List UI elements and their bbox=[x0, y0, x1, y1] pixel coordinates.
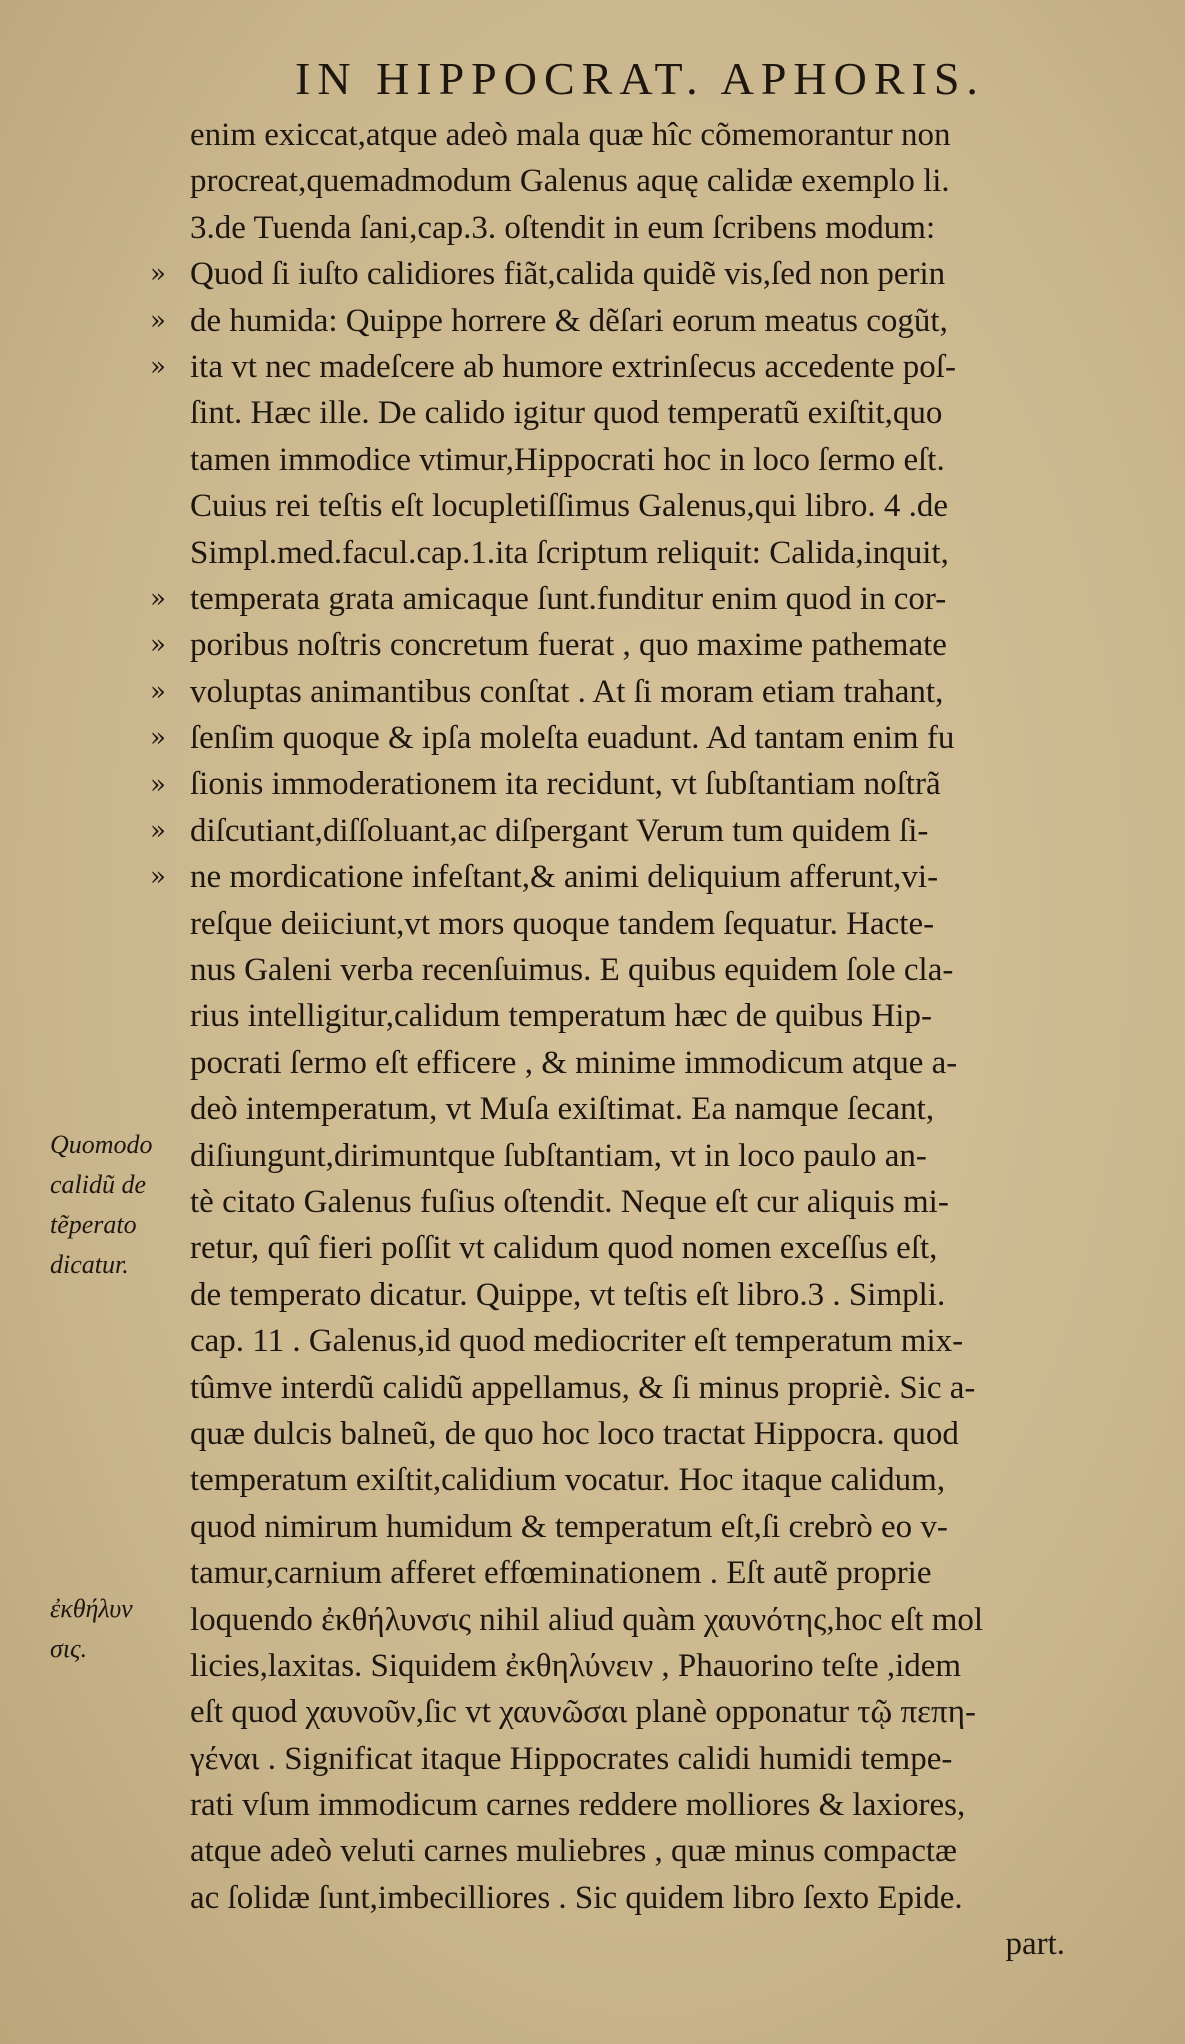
text-line: Quod ſi iuſto calidiores fiãt,calida quidẽ vis,ſed non perin bbox=[190, 256, 946, 293]
text-line: eſt quod χαυνοῦν,ſic vt χαυνῶσαι planè opponatur τῷ πεπη- bbox=[190, 1694, 976, 1731]
quotation-mark: » bbox=[150, 305, 166, 336]
text-line: procreat,quemadmodum Galenus aquę calidæ exemplo li. bbox=[190, 163, 950, 200]
text-line: licies,laxitas. Siquidem ἐκθηλύνειν , Phauorino teſte ,idem bbox=[190, 1647, 962, 1684]
text-line: Simpl.med.facul.cap.1.ita ſcriptum reliquit: Calida,inquit, bbox=[190, 534, 949, 571]
text-line: rius intelligitur,calidum temperatum hæc de quibus Hip- bbox=[190, 998, 932, 1035]
text-line: de temperato dicatur. Quippe, vt teſtis eſt libro.3 . Simpli. bbox=[190, 1276, 946, 1313]
quotation-mark: » bbox=[150, 723, 166, 754]
marginal-note-line: dicatur. bbox=[50, 1249, 129, 1279]
quotation-mark: » bbox=[150, 584, 166, 614]
text-line: retur, quî fieri poſſit vt calidum quod nomen exceſſus eſt, bbox=[190, 1230, 938, 1267]
text-line: tamen immodice vtimur,Hippocrati hoc in loco ſermo eſt. bbox=[190, 441, 945, 478]
text-line: nus Galeni verba recenſuimus. E quibus equidem ſole cla- bbox=[190, 952, 954, 989]
text-line: ſenſim quoque & ipſa moleſta euadunt. Ad tantam enim fu bbox=[190, 720, 955, 757]
text-line: pocrati ſermo eſt efficere , & minime immodicum atque a- bbox=[190, 1044, 958, 1081]
text-line: poribus noſtris concretum fuerat , quo maxime pathemate bbox=[190, 627, 947, 664]
text-line: voluptas animantibus conſtat . At ſi moram etiam trahant, bbox=[190, 673, 944, 710]
text-line: cap. 11 . Galenus,id quod mediocriter eſt temperatum mix- bbox=[190, 1323, 964, 1360]
quotation-mark: » bbox=[150, 816, 166, 846]
text-line: tûmve interdũ calidũ appellamus, & ſi minus propriè. Sic a- bbox=[190, 1369, 976, 1406]
text-line: ne mordicatione infeſtant,& animi deliquium afferunt,vi- bbox=[190, 859, 939, 896]
text-line: deò intemperatum, vt Muſa exiſtimat. Ea namque ſecant, bbox=[190, 1091, 935, 1128]
quotation-mark: » bbox=[150, 676, 166, 707]
main-text-column bbox=[190, 112, 1140, 1968]
text-line: diſcutiant,diſſoluant,ac diſpergant Verum tum quidem ſi- bbox=[190, 812, 929, 849]
quotation-mark: » bbox=[150, 259, 166, 290]
text-line: part. bbox=[1005, 1926, 1065, 1963]
text-line: temperata grata amicaque ſunt.funditur enim quod in cor- bbox=[190, 580, 947, 617]
marginal-note bbox=[50, 1589, 133, 1669]
text-line: 3.de Tuenda ſani,cap.3. oſtendit in eum ſcribens modum: bbox=[190, 209, 936, 246]
quotation-mark: » bbox=[150, 862, 166, 893]
text-line: γέναι . Significat itaque Hippocrates calidi humidi tempe- bbox=[190, 1740, 953, 1777]
text-line: Cuius rei teſtis eſt locupletiſſimus Galenus,qui libro. 4 .de bbox=[190, 488, 948, 525]
quotation-mark: » bbox=[150, 630, 166, 661]
text-line: atque adeò veluti carnes muliebres , quæ minus compactæ bbox=[190, 1833, 958, 1870]
text-line: ſint. Hæc ille. De calido igitur quod temperatũ exiſtit,quo bbox=[190, 395, 943, 432]
text-line: enim exiccat,atque adeò mala quæ hîc cõmemorantur non bbox=[190, 117, 951, 153]
text-line: reſque deiiciunt,vt mors quoque tandem ſequatur. Hacte- bbox=[190, 905, 935, 942]
text-line: tamur,carnium afferet effœminationem . Eſt autẽ proprie bbox=[190, 1555, 932, 1592]
text-line: tè citato Galenus fuſius oſtendit. Neque eſt cur aliquis mi- bbox=[190, 1183, 949, 1220]
text-line: quæ dulcis balneũ, de quo hoc loco tractat Hippocra. quod bbox=[190, 1415, 959, 1452]
marginal-note-line: calidũ de bbox=[50, 1169, 147, 1199]
text-line: quod nimirum humidum & temperatum eſt,ſi crebrò eo v- bbox=[190, 1508, 948, 1545]
quotation-mark: » bbox=[150, 352, 166, 382]
text-line: diſiungunt,dirimuntque ſubſtantiam, vt in loco paulo an- bbox=[190, 1137, 927, 1174]
text-line: ita vt nec madeſcere ab humore extrinſecus accedente poſ- bbox=[190, 348, 956, 385]
text-line: ac ſolidæ ſunt,imbecilliores . Sic quidem libro ſexto Epide. bbox=[190, 1879, 963, 1916]
text-line: rati vſum immodicum carnes reddere molliores & laxiores, bbox=[190, 1787, 966, 1824]
marginal-note-line: tẽperato bbox=[50, 1209, 137, 1239]
text-line: temperatum exiſtit,calidium vocatur. Hoc itaque calidum, bbox=[190, 1462, 946, 1499]
marginal-note bbox=[50, 1125, 153, 1285]
quotation-mark: » bbox=[150, 769, 166, 800]
running-header: IN HIPPOCRAT. APHORIS. bbox=[295, 53, 985, 104]
text-line: ſionis immoderationem ita recidunt, vt ſubſtantiam noſtrã bbox=[190, 766, 941, 803]
text-line: loquendo ἐκθήλυνσις nihil aliud quàm χαυνότης,hoc eſt mol bbox=[190, 1601, 984, 1638]
marginal-note-line: ἐκθήλυν bbox=[50, 1593, 133, 1623]
text-line: de humida: Quippe horrere & dẽſari eorum meatus cogũt, bbox=[190, 302, 948, 339]
marginal-note-line: Quomodo bbox=[50, 1129, 153, 1159]
marginal-note-line: σις. bbox=[50, 1633, 88, 1663]
